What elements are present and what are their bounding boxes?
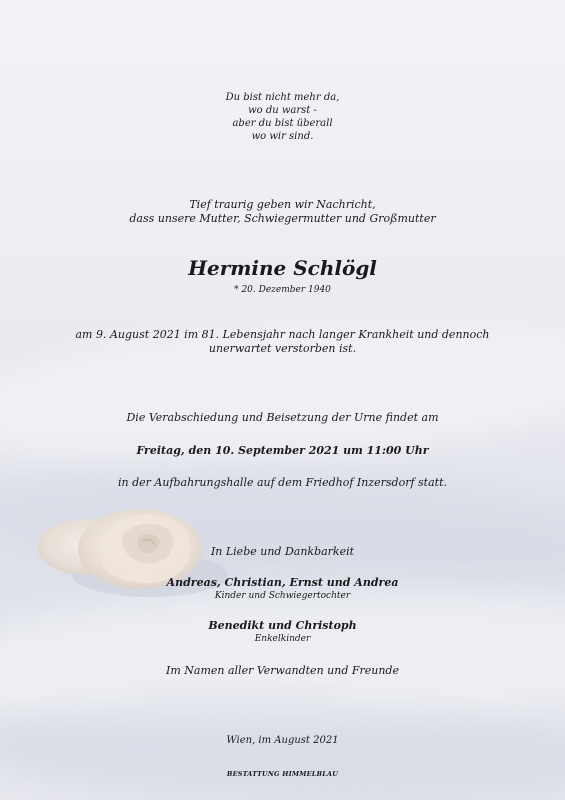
mourner-relation: Enkelkinder (254, 634, 311, 644)
closing-line: In Liebe und Dankbarkeit (210, 545, 355, 558)
death-line: unerwartet verstorben ist. (208, 342, 357, 355)
place-date: Wien, im August 2021 (226, 735, 339, 746)
mourner-relation: Kinder und Schwiegertochter (214, 591, 351, 601)
deceased-name: Hermine Schlögl (188, 256, 377, 280)
intro-line: Tief traurig geben wir Nachricht, (189, 198, 376, 211)
mourner-names: Benedikt und Christoph (208, 619, 357, 632)
relatives-line: Im Namen aller Verwandten und Freunde (166, 664, 399, 677)
poem-line: wo wir sind. (251, 131, 314, 142)
poem-line: Du bist nicht mehr da, (225, 92, 340, 103)
poem-line: wo du warst - (248, 105, 317, 116)
ceremony-intro: Die Verabschiedung und Beisetzung der Urne findet am (126, 411, 439, 424)
undertaker-name: BESTATTUNG HIMMELBLAU (226, 770, 339, 778)
ceremony-place: in der Aufbahrungshalle auf dem Friedhof Inzersdorf statt. (117, 476, 447, 489)
mourner-names: Andreas, Christian, Ernst und Andrea (166, 576, 399, 589)
birth-date: * 20. Dezember 1940 (234, 285, 331, 295)
poem-line: aber du bist überall (232, 118, 333, 129)
death-line: am 9. August 2021 im 81. Lebensjahr nach langer Krankheit und dennoch (75, 328, 490, 341)
intro-line: dass unsere Mutter, Schwiegermutter und Großmutter (129, 212, 436, 225)
ceremony-date: Freitag, den 10. September 2021 um 11:00 Uhr (136, 444, 429, 457)
